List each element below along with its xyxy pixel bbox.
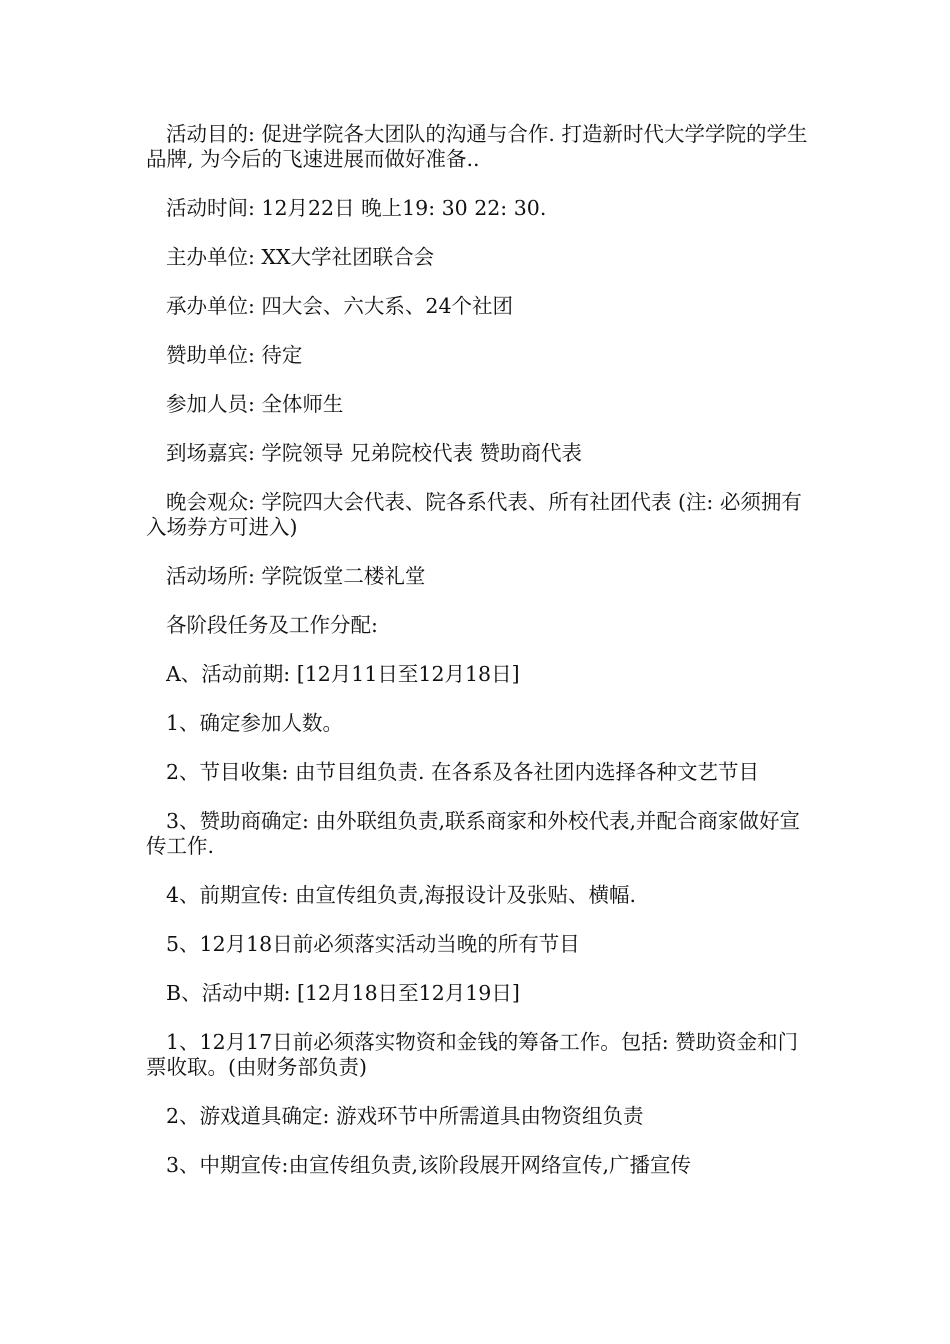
paragraph-a-item-2: 2、节目收集: 由节目组负责. 在各系及各社团内选择各种文艺节目	[166, 760, 759, 784]
paragraph-b-item-2: 2、游戏道具确定: 游戏环节中所需道具由物资组负责	[166, 1104, 644, 1128]
paragraph-audience: 晚会观众: 学院四大会代表、院各系代表、所有社团代表 (注: 必须拥有入场券方可进入)	[146, 490, 802, 539]
paragraph-participants: 参加人员: 全体师生	[166, 392, 344, 416]
paragraph-a-item-3: 3、赞助商确定: 由外联组负责,联系商家和外校代表,并配合商家做好宣传工作.	[146, 809, 800, 858]
document-body	[146, 122, 812, 1202]
paragraph-sponsor: 赞助单位: 待定	[166, 343, 303, 367]
paragraph-co-organizer: 承办单位: 四大会、六大系、24个社团	[166, 294, 514, 318]
paragraph-activity-purpose: 活动目的: 促进学院各大团队的沟通与合作. 打造新时代大学学院的学生品牌, 为今后的飞速进展而做好准备..	[146, 122, 808, 171]
paragraph-task-allocation: 各阶段任务及工作分配:	[166, 613, 378, 637]
paragraph-organizer: 主办单位: XX大学社团联合会	[166, 245, 435, 269]
paragraph-a-item-4: 4、前期宣传: 由宣传组负责,海报设计及张贴、横幅.	[166, 883, 636, 907]
paragraph-venue: 活动场所: 学院饭堂二楼礼堂	[166, 564, 426, 588]
paragraph-phase-b: B、活动中期: [12月18日至12月19日]	[166, 981, 520, 1005]
paragraph-b-item-3: 3、中期宣传:由宣传组负责,该阶段展开网络宣传,广播宣传	[166, 1153, 691, 1177]
paragraph-guests: 到场嘉宾: 学院领导 兄弟院校代表 赞助商代表	[166, 441, 582, 465]
paragraph-b-item-1: 1、12月17日前必须落实物资和金钱的筹备工作。包括: 赞助资金和门票收取。(由财务部负责)	[146, 1030, 799, 1079]
paragraph-activity-time: 活动时间: 12月22日 晚上19: 30 22: 30.	[166, 196, 547, 220]
paragraph-a-item-5: 5、12月18日前必须落实活动当晚的所有节目	[166, 932, 580, 956]
paragraph-phase-a: A、活动前期: [12月11日至12月18日]	[166, 662, 520, 686]
paragraph-a-item-1: 1、确定参加人数。	[166, 711, 344, 735]
